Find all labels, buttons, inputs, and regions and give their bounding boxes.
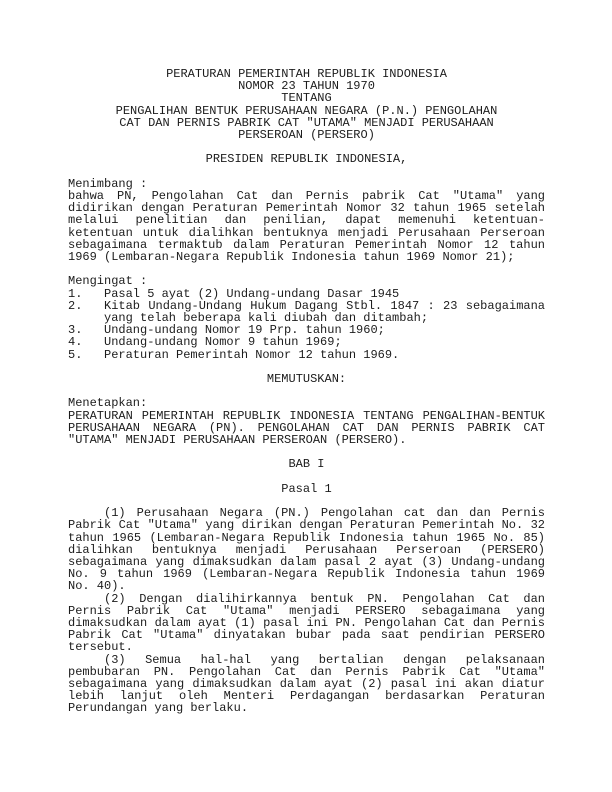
item-text: Undang-undang Nomor 9 tahun 1969; xyxy=(104,335,342,350)
legal-basis-item xyxy=(68,288,545,300)
spacer xyxy=(68,471,545,483)
subject-line-3: PERSEROAN (PERSERO) xyxy=(238,128,375,143)
menimbang-body: bahwa PN, Pengolahan Cat dan Pernis pabrik Cat "Utama" yang didirikan dengan Peraturan Pemerintah Nomor 32 tahun 1965 setelah melalui penelitian dan penilian, dapat memenuhi ketentuan-ketentuan untuk dialihkan bentuknya menjadi Perusahaan Perseroan sebagaimana termaktub dalam Peraturan Pemerintah Nomor 12 tahun 1969 (Lembaran-Negara Republik Indonesia tahun 1969 Nomor 21); xyxy=(68,189,545,265)
tentang-line: TENTANG xyxy=(281,91,332,106)
ayat-paragraph-2: (2) Dengan dialihirkannya bentuk PN. Pengolahan Cat dan Pernis Pabrik Cat "Utama" menjadi PERSERO sebagaimana yang dimaksudkan dalam ayat (1) pasal ini PN. Pengolahan Cat dan Pernis Pabrik Cat "Utama" dinyatakan bubar pada saat pendirian PERSERO tersebut. xyxy=(68,591,545,655)
bab-heading: BAB I xyxy=(288,457,325,472)
item-number: 4. xyxy=(68,335,83,350)
memutuskan-heading: MEMUTUSKAN: xyxy=(266,372,347,387)
item-text: Pasal 5 ayat (2) Undang-undang Dasar 1945 xyxy=(104,286,400,301)
menetapkan-section xyxy=(68,397,545,446)
item-number: 2. xyxy=(68,298,83,313)
item-text: Undang-undang Nomor 19 Prp. tahun 1960; xyxy=(104,323,385,338)
item-number: 5. xyxy=(68,347,83,362)
legal-basis-item xyxy=(68,300,545,324)
regulation-title-line: PERATURAN PEMERINTAH REPUBLIK INDONESIA xyxy=(166,67,447,81)
ayat-paragraph-3: (3) Semua hal-hal yang bertalian dengan pelaksanaan pembubaran PN. Pengolahan Cat dan Pernis Pabrik Cat "Utama" sebagaimana yang dimaksudkan dalam ayat (2) pasal ini akan diatur lebih lanjut oleh Menteri Perdagangan berdasarkan Peraturan Perundangan yang berlaku. xyxy=(68,652,545,716)
document-header xyxy=(68,68,545,141)
subject-line-2: CAT DAN PERNIS PABRIK CAT "UTAMA" MENJADI PERUSAHAAN xyxy=(119,115,494,130)
mengingat-section xyxy=(68,275,545,360)
pasal-1-body xyxy=(68,507,545,714)
item-number: 1. xyxy=(68,286,83,301)
item-text: Kitab Undang-Undang Hukum Dagang Stbl. 1847 : 23 sebagaimana yang telah beberapa kali diubah dan ditambah; xyxy=(104,298,545,326)
ayat-paragraph-1: (1) Perusahaan Negara (PN.) Pengolahan cat dan dan Pernis Pabrik Cat "Utama" yang dirikan dengan Peraturan Pemerintah No. 32 tahun 1965 (Lembaran-Negara Republik Indonesia tahun 1965 No. 85) dialihkan bentuknya menjadi Perusahaan Perseroan (PERSERO) sebagaimana yang dimaksudkan dalam pasal 2 ayat (3) Undang-undang No. 9 tahun 1969 (Lembaran-Negara Republik Indonesia tahun 1969 No. 40). xyxy=(68,506,545,594)
item-number: 3. xyxy=(68,323,83,338)
item-text: Peraturan Pemerintah Nomor 12 tahun 1969. xyxy=(104,347,400,362)
menimbang-label: Menimbang : xyxy=(68,176,148,191)
menetapkan-label: Menetapkan: xyxy=(68,396,148,411)
legal-basis-item xyxy=(68,349,545,361)
legal-basis-item xyxy=(68,336,545,348)
menetapkan-body: PERATURAN PEMERINTAH REPUBLIK INDONESIA TENTANG PENGALIHAN-BENTUK PERUSAHAAN NEGARA (PN). PENGOLAHAN CAT DAN PERNIS PABRIK CAT "UTAMA" MENJADI PERUSAHAAN PERSEROAN (PERSERO). xyxy=(68,408,545,448)
menimbang-section xyxy=(68,178,545,263)
pasal-heading: Pasal 1 xyxy=(281,481,332,496)
mengingat-label: Mengingat : xyxy=(68,274,148,289)
president-line: PRESIDEN REPUBLIK INDONESIA, xyxy=(205,152,408,167)
document-content xyxy=(68,68,545,715)
subject-line-1: PENGALIHAN BENTUK PERUSAHAAN NEGARA (P.N.) PENGOLAHAN xyxy=(115,103,498,118)
spacer xyxy=(68,166,545,178)
regulation-number-line: NOMOR 23 TAHUN 1970 xyxy=(238,79,375,94)
